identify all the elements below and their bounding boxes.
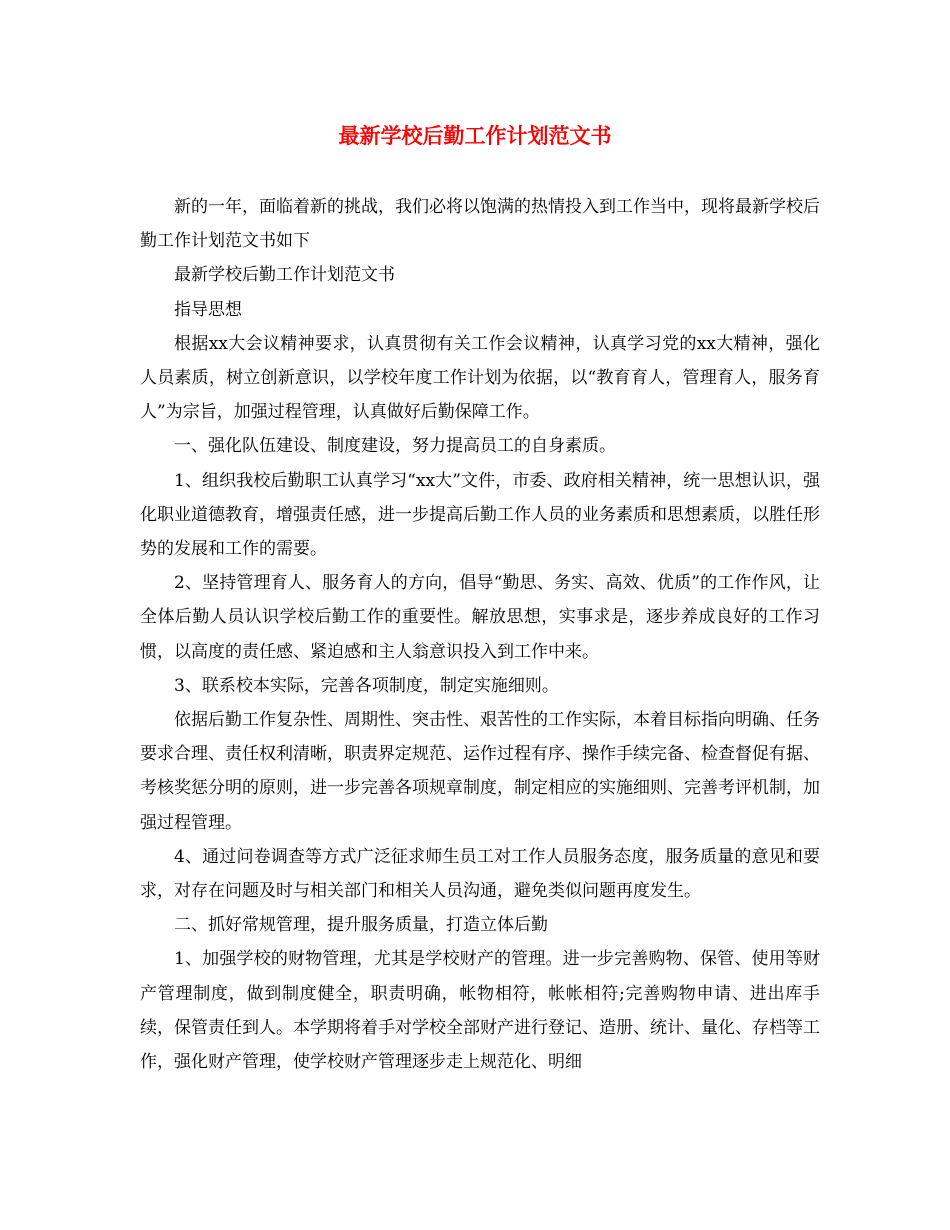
paragraph-item-1-2: 2、坚持管理育人、服务育人的方向，倡导“勤思、务实、高效、优质”的工作作风，让全体后勤人员认识学校后勤工作的重要性。解放思想，实事求是，逐步养成良好的工作习惯，以高度的责任感、紧迫感和主人翁意识投入到工作中来。 xyxy=(140,573,820,662)
paragraph-item-1-3: 3、联系校本实际，完善各项制度，制定实施细则。 xyxy=(174,675,559,696)
paragraph-item-1-1: 1、组织我校后勤职工认真学习“xx大”文件，市委、政府相关精神，统一思想认识，强化职业道德教育，增强责任感，进一步提高后勤工作人员的业务素质和思想素质，以胜任形势的发展和工作的需要。 xyxy=(140,470,820,560)
paragraph-subtitle: 最新学校后勤工作计划范文书 xyxy=(174,265,395,286)
section-heading-1: 一、强化队伍建设、制度建设，努力提高员工的自身素质。 xyxy=(174,436,616,457)
section-heading-2: 二、抓好常规管理，提升服务质量，打造立体后勤 xyxy=(174,915,548,936)
document-title: 最新学校后勤工作计划范文书 xyxy=(338,123,612,148)
section-heading-guiding-thought: 指导思想 xyxy=(174,299,242,320)
paragraph-intro: 新的一年，面临着新的挑战，我们必将以饱满的热情投入到工作当中，现将最新学校后勤工作计划范文书如下 xyxy=(140,197,820,252)
paragraph-guiding-thought: 根据xx大会议精神要求，认真贯彻有关工作会议精神，认真学习党的xx大精神，强化人员素质，树立创新意识，以学校年度工作计划为依据，以“教育育人，管理育人，服务育人”为宗旨，加强过程管理，认真做好后勤保障工作。 xyxy=(140,333,820,423)
paragraph-item-1-4: 4、通过问卷调查等方式广泛征求师生员工对工作人员服务态度，服务质量的意见和要求，对存在问题及时与相关部门和相关人员沟通，避免类似问题再度发生。 xyxy=(140,846,820,902)
paragraph-item-1-3-detail: 依据后勤工作复杂性、周期性、突击性、艰苦性的工作实际，本着目标指向明确、任务要求合理、责任权利清晰，职责界定规范、运作过程有序、操作手续完备、检查督促有据、考核奖惩分明的原则，进一步完善各项规章制度，制定相应的实施细则、完善考评机制，加强过程管理。 xyxy=(140,710,820,833)
paragraph-item-2-1: 1、加强学校的财物管理，尤其是学校财产的管理。进一步完善购物、保管、使用等财产管理制度，做到制度健全，职责明确，帐物相符，帐帐相符;完善购物申请、进出库手续，保管责任到人。本学期将着手对学校全部财产进行登记、造册、统计、量化、存档等工作，强化财产管理，使学校财产管理逐步走上规范化、明细 xyxy=(140,949,820,1073)
document-body xyxy=(140,190,820,1079)
